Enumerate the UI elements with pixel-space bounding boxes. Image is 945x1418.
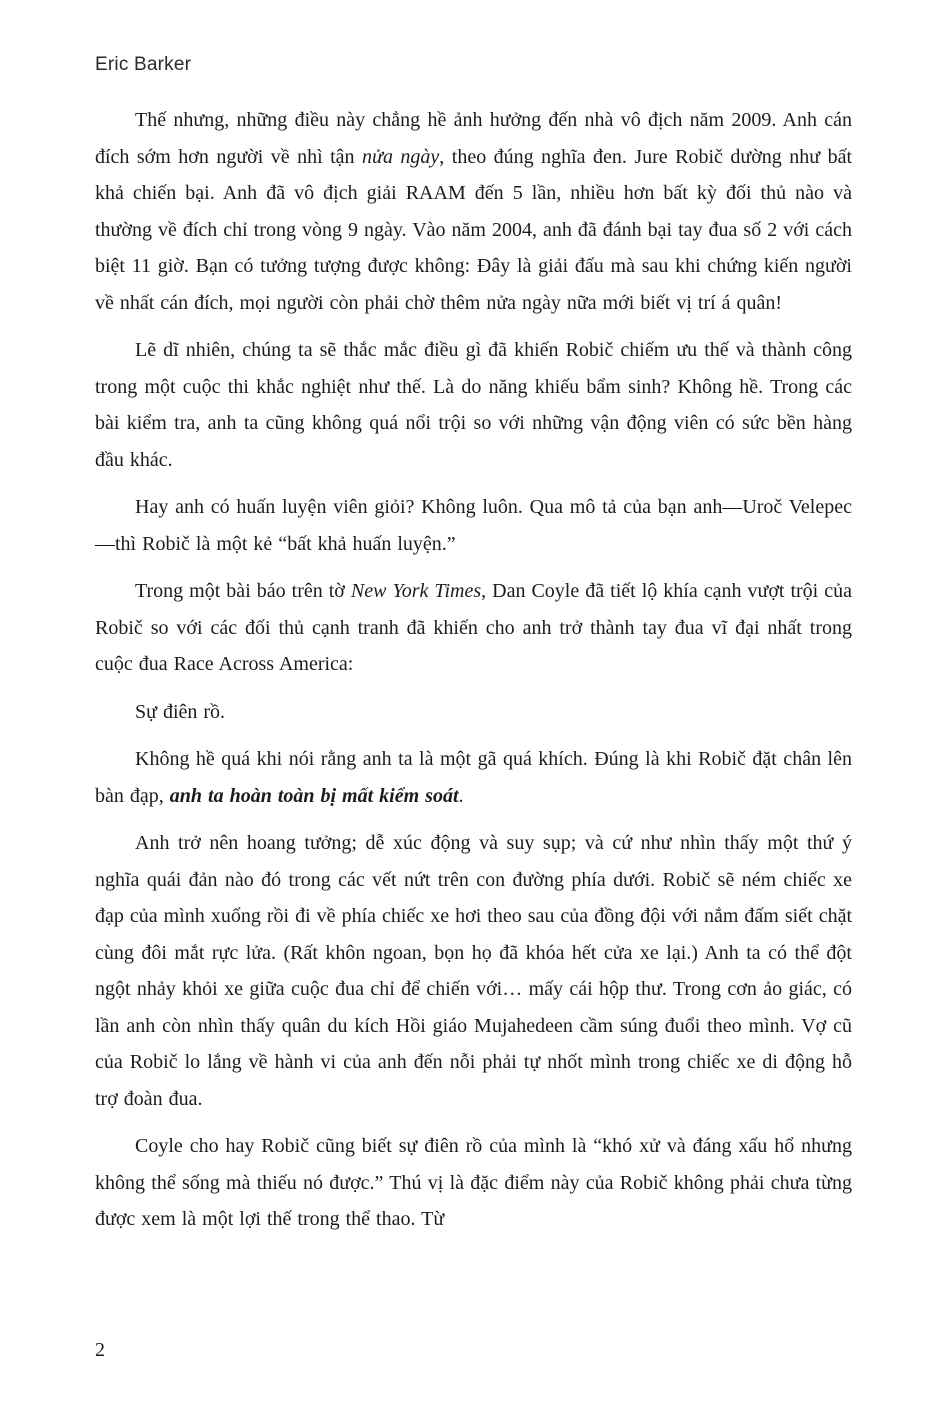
text-segment: nửa ngày: [362, 145, 440, 168]
text-segment: Hay anh có huấn luyện viên giỏi? Không luôn. Qua mô tả của bạn anh—Uroč Velepec—thì Robič là một kẻ “bất khả huấn luyện.”: [95, 496, 852, 555]
paragraph: [95, 1128, 852, 1238]
text-segment: New York Times: [350, 580, 482, 602]
text-segment: Sự điên rồ.: [135, 700, 226, 723]
text-segment: Thế nhưng, những điều này chẳng hề ảnh hưởng đến nhà vô địch năm 2009. Anh cán đích sớm hơn người về nhì tận: [95, 109, 852, 168]
page-body: [95, 102, 852, 1249]
text-segment: Lẽ dĩ nhiên, chúng ta sẽ thắc mắc điều gì đã khiến Robič chiếm ưu thế và thành công trong một cuộc thi khắc nghiệt như thế. Là do năng khiếu bẩm sinh? Không hề. Trong các bài kiểm tra, anh ta cũng không quá nổi trội so với những vận động viên có sức bền hàng đầu khác.: [95, 339, 852, 471]
text-segment: , theo đúng nghĩa đen. Jure Robič dường như bất khả chiến bại. Anh đã vô địch giải RAAM đến 5 lần, nhiều hơn bất kỳ đối thủ nào và thường về đích chỉ trong vòng 9 ngày. Vào năm 2004, anh đã đánh bại tay đua số 2 với cách biệt 11 giờ. Bạn có tưởng tượng được không: Đây là giải đấu mà sau khi chứng kiến người về nhất cán đích, mọi người còn phải chờ thêm nửa ngày nữa mới biết vị trí á quân!: [95, 145, 853, 314]
paragraph: [95, 332, 852, 478]
text-segment: Trong một bài báo trên tờ: [135, 580, 351, 602]
running-header-author: Eric Barker: [95, 54, 192, 75]
text-segment: , Dan Coyle đã tiết lộ khía cạnh vượt trội của Robič so với các đối thủ cạnh tranh đã khiến cho anh trở thành tay đua vĩ đại nhất trong cuộc đua Race Across America:: [95, 580, 853, 675]
paragraph: [95, 741, 852, 814]
paragraph: [95, 694, 852, 731]
text-segment: Không hề quá khi nói rằng anh ta là một gã quá khích. Đúng là khi Robič đặt chân lên bàn đạp,: [95, 748, 852, 807]
paragraph: [95, 573, 852, 683]
text-segment: Anh trở nên hoang tưởng; dễ xúc động và suy sụp; và cứ như nhìn thấy một thứ ý nghĩa quái đản nào đó trong các vết nứt trên con đường phía dưới. Robič sẽ ném chiếc xe đạp của mình xuống rồi đi về phía chiếc xe hơi theo sau của đồng đội với nắm đấm siết chặt cùng đôi mắt rực lửa. (Rất khôn ngoan, bọn họ đã khóa hết cửa xe lại.) Anh ta có thể đột ngột nhảy khỏi xe giữa cuộc đua chỉ để chiến với… mấy cái hộp thư. Trong cơn ảo giác, có lần anh còn nhìn thấy quân du kích Hồi giáo Mujahedeen cầm súng đuổi theo mình. Vợ cũ của Robič lo lắng về hành vi của anh đến nỗi phải tự nhốt mình trong chiếc xe di động hỗ trợ đoàn đua.: [95, 832, 852, 1110]
paragraph: [95, 102, 852, 321]
text-segment: Coyle cho hay Robič cũng biết sự điên rồ của mình là “khó xử và đáng xấu hổ nhưng không thể sống mà thiếu nó được.” Thú vị là đặc điểm này của Robič không phải chưa từng được xem là một lợi thế trong thể thao. Từ: [95, 1135, 852, 1230]
paragraph: [95, 825, 852, 1117]
text-segment: .: [458, 784, 464, 807]
paragraph: [95, 489, 852, 562]
text-segment: anh ta hoàn toàn bị mất kiểm soát: [169, 784, 459, 807]
page-number: 2: [95, 1339, 105, 1361]
